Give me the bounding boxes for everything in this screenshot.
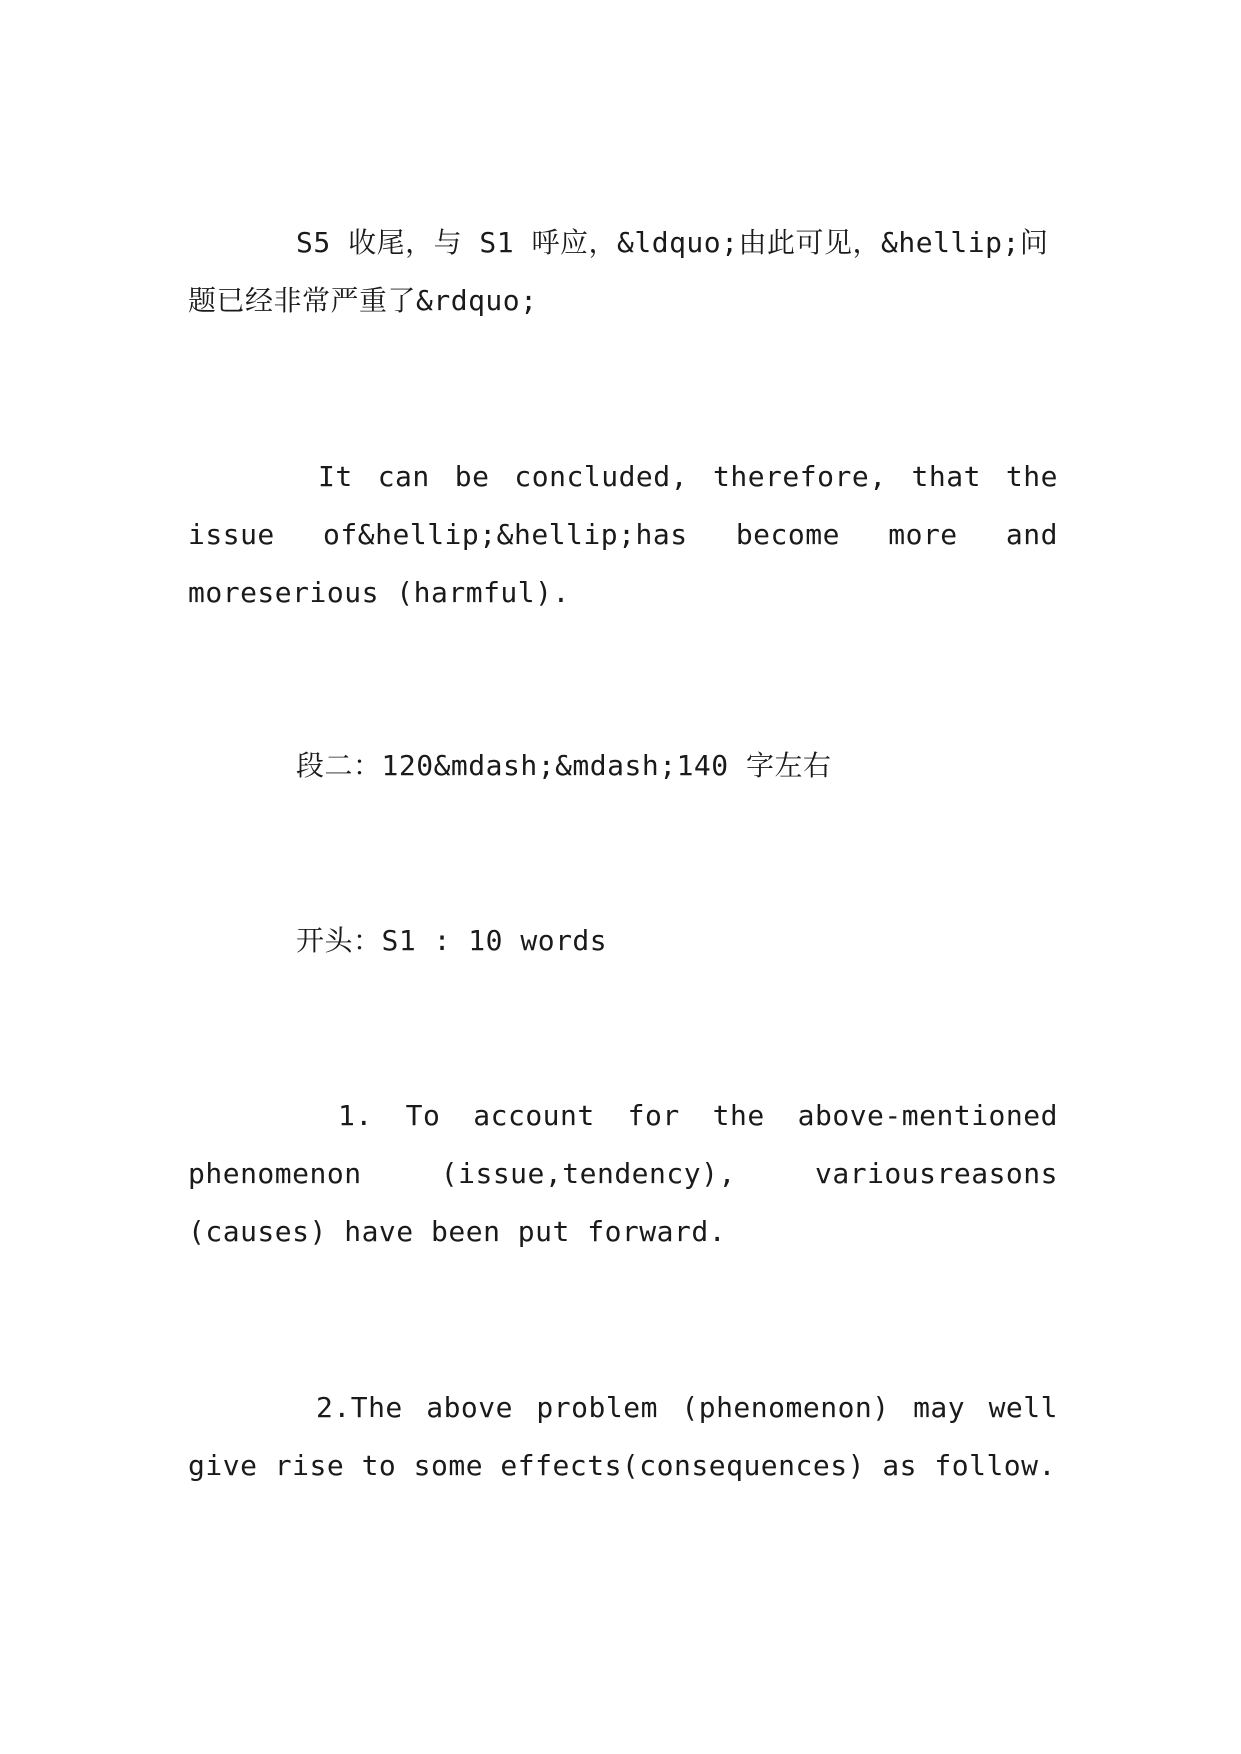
paragraph-item-1: 1. To account for the above-mentioned phenomenon (issue,tendency), variousreasons (causes) have been put forward. (188, 1099, 1058, 1248)
paragraph-opening-s1: 开头：S1 : 10 words (296, 924, 608, 957)
paragraph-item-2: 2.The above problem (phenomenon) may well give rise to some effects(consequences) as follow. (188, 1391, 1058, 1482)
paragraph-section-two-heading: 段二：120&mdash;&mdash;140 字左右 (296, 749, 832, 782)
paragraph-conclusion-en: It can be concluded, therefore, that the issue of&hellip;&hellip;has become more and moreserious (harmful). (188, 460, 1058, 609)
paragraph-s5-closing-cn: S5 收尾，与 S1 呼应，&ldquo;由此可见，&hellip;问题已经非常严重了&rdquo; (188, 226, 1049, 317)
